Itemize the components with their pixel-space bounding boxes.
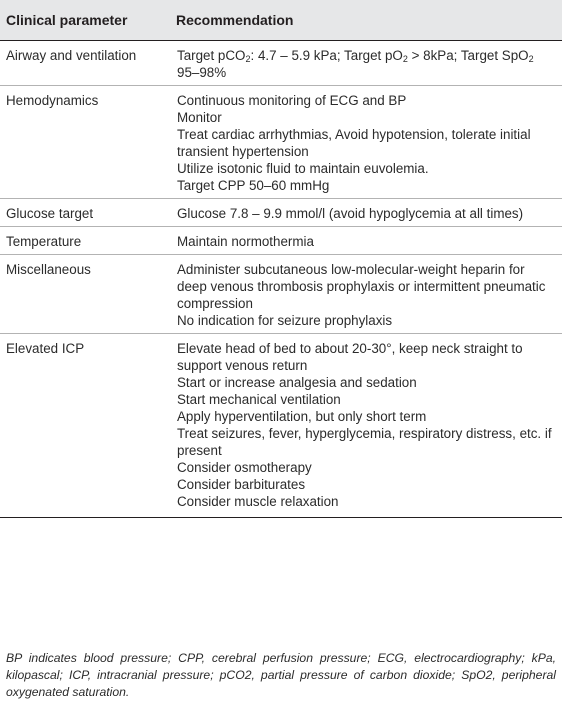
recommendation-line: Consider muscle relaxation xyxy=(177,494,339,509)
table-row xyxy=(0,227,562,255)
recommendation-cell xyxy=(176,199,562,227)
recommendation-line: Elevate head of bed to about 20-30°, keep neck straight to support venous return xyxy=(177,341,523,373)
recommendation-cell xyxy=(176,255,562,334)
recommendation-line: No indication for seizure prophylaxis xyxy=(177,313,393,328)
recommendation-cell xyxy=(176,334,562,518)
table-row xyxy=(0,334,562,518)
recommendation-line: Utilize isotonic fluid to maintain euvolemia. xyxy=(177,161,429,176)
header-recommendation: Recommendation xyxy=(176,0,562,41)
table-row xyxy=(0,41,562,86)
table-row xyxy=(0,86,562,199)
table-body xyxy=(0,41,562,518)
table-row xyxy=(0,255,562,334)
recommendation-line: Continuous monitoring of ECG and BP xyxy=(177,93,407,108)
recommendation-cell xyxy=(176,86,562,199)
recommendation-line: Target CPP 50–60 mmHg xyxy=(177,178,330,193)
recommendation-line: Consider osmotherapy xyxy=(177,460,312,475)
recommendation-line: Apply hyperventilation, but only short term xyxy=(177,409,427,424)
recommendation-line: Start mechanical ventilation xyxy=(177,392,341,407)
parameter-cell: Hemodynamics xyxy=(0,86,176,199)
parameter-cell: Elevated ICP xyxy=(0,334,176,518)
recommendation-line: Monitor xyxy=(177,110,222,125)
parameter-cell: Miscellaneous xyxy=(0,255,176,334)
parameter-cell: Glucose target xyxy=(0,199,176,227)
header-clinical-parameter: Clinical parameter xyxy=(0,0,176,41)
table-footnote: BP indicates blood pressure; CPP, cerebral perfusion pressure; ECG, electrocardiography; kPa, kilopascal; ICP, intracranial pressure; pCO2, partial pressure of carbon dioxide; SpO2, peripheral oxygenated saturation. xyxy=(6,651,556,700)
recommendation-cell xyxy=(176,41,562,86)
recommendation-line: Administer subcutaneous low-molecular-weight heparin for deep venous thrombosis prophylaxis or intermittent pneumatic compression xyxy=(177,262,546,311)
table-header xyxy=(0,0,562,41)
recommendation-line: Treat cardiac arrhythmias, Avoid hypotension, tolerate initial transient hypertension xyxy=(177,127,531,159)
recommendation-line: Consider barbiturates xyxy=(177,477,306,492)
table-row xyxy=(0,199,562,227)
recommendation-line: Glucose 7.8 – 9.9 mmol/l (avoid hypoglycemia at all times) xyxy=(177,206,524,221)
recommendation-cell xyxy=(176,227,562,255)
recommendation-line: Treat seizures, fever, hyperglycemia, respiratory distress, etc. if present xyxy=(177,426,552,458)
header-row xyxy=(0,0,562,41)
recommendation-line: Start or increase analgesia and sedation xyxy=(177,375,417,390)
recommendation-line: Maintain normothermia xyxy=(177,234,314,249)
parameter-cell: Airway and ventilation xyxy=(0,41,176,86)
recommendation-line: Target pCO$_2$: 4.7 – 5.9 kPa; Target $pO_2 > 8kPa$; Target SpO$_2$ 95–98% xyxy=(177,48,534,80)
parameter-cell: Temperature xyxy=(0,227,176,255)
